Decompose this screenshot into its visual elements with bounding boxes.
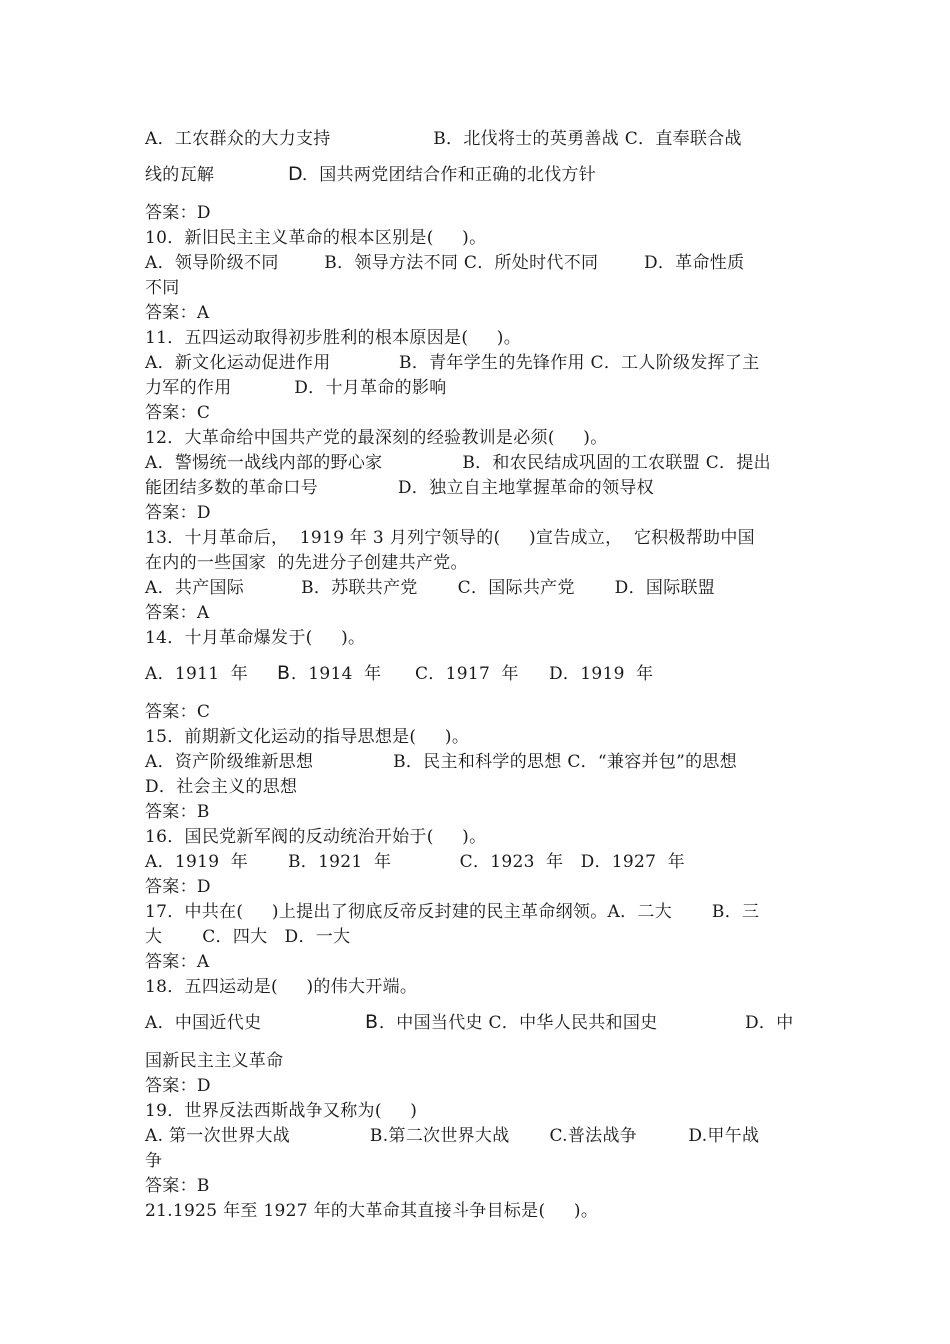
q14-option-a: A．1911 年 xyxy=(145,664,249,684)
q18-answer: 答案：D xyxy=(145,1076,211,1096)
q18-option-b-letter: B xyxy=(365,1011,379,1033)
q11-options-cont: 力军的作用 D．十月革命的影响 xyxy=(145,378,447,398)
q9-option-c-cont: 线的瓦解 xyxy=(145,165,215,185)
q18-option-d: D．中 xyxy=(745,1013,794,1033)
q12-answer: 答案：D xyxy=(145,503,211,523)
q10-answer: 答案：A xyxy=(145,303,210,323)
q18-option-b-text: ．中国当代史 C．中华人民共和国史 xyxy=(379,1013,658,1033)
q9-options-line: A．工农群众的大力支持 B．北伐将士的英勇善战 C．直奉联合战 xyxy=(145,129,742,149)
q14-option-b-letter: B xyxy=(277,662,291,684)
q19-options: A. 第一次世界大战 B.第二次世界大战 C.普法战争 D.甲午战 xyxy=(145,1126,760,1146)
q12-options: A．警惕统一战线内部的野心家 B．和农民结成巩固的工农联盟 C．提出 xyxy=(145,453,771,473)
q13-answer: 答案：A xyxy=(145,603,210,623)
q15-options: A．资产阶级维新思想 B．民主和科学的思想 C．“兼容并包”的思想 xyxy=(145,752,738,772)
q9-answer: 答案：D xyxy=(145,203,211,223)
q16-question: 16．国民党新军阀的反动统治开始于( )。 xyxy=(145,827,487,847)
q12-question: 12．大革命给中国共产党的最深刻的经验教训是必须( )。 xyxy=(145,428,608,448)
q17-answer: 答案：A xyxy=(145,952,210,972)
q9-option-d-text: ．国共两党团结合作和正确的北伐方针 xyxy=(302,165,597,185)
q12-options-cont: 能团结多数的革命口号 D．独立自主地掌握革命的领导权 xyxy=(145,478,654,498)
q16-options: A．1919 年 B．1921 年 C．1923 年 D．1927 年 xyxy=(145,852,685,872)
q14-option-d: D．1919 年 xyxy=(549,664,654,684)
q10-options-cont: 不同 xyxy=(145,278,180,298)
q9-option-d-letter: D xyxy=(288,163,303,185)
q18-option-d-cont: 国新民主主义革命 xyxy=(145,1051,284,1071)
q15-question: 15．前期新文化运动的指导思想是( )。 xyxy=(145,727,470,747)
q13-question: 13．十月革命后， 1919 年 3 月列宁领导的( )宣告成立， 它积极帮助中国 xyxy=(145,528,755,548)
q13-options: A．共产国际 B．苏联共产党 C．国际共产党 D．国际联盟 xyxy=(145,578,716,598)
q10-question: 10．新旧民主主义革命的根本区别是( )。 xyxy=(145,228,487,248)
q18-option-a: A．中国近代史 xyxy=(145,1013,262,1033)
q11-question: 11．五四运动取得初步胜利的根本原因是( )。 xyxy=(145,328,522,348)
q11-options: A．新文化运动促进作用 B．青年学生的先锋作用 C．工人阶级发挥了主 xyxy=(145,353,760,373)
q14-option-b-text: ．1914 年 xyxy=(291,664,382,684)
q14-answer: 答案：C xyxy=(145,702,211,722)
q13-question-cont: 在内的一些国家 的先进分子创建共产党。 xyxy=(145,553,468,573)
q21-question: 21.1925 年至 1927 年的大革命其直接斗争目标是( )。 xyxy=(145,1201,599,1221)
q14-option-c: C．1917 年 xyxy=(415,664,519,684)
q19-answer: 答案：B xyxy=(145,1176,210,1196)
q18-question: 18．五四运动是( )的伟大开端。 xyxy=(145,977,418,997)
q19-question: 19．世界反法西斯战争又称为( ) xyxy=(145,1101,418,1121)
q15-answer: 答案：B xyxy=(145,802,210,822)
q17-options-cont: 大 C．四大 D．一大 xyxy=(145,927,351,947)
q16-answer: 答案：D xyxy=(145,877,211,897)
q11-answer: 答案：C xyxy=(145,403,211,423)
q15-options-cont: D．社会主义的思想 xyxy=(145,777,298,797)
q17-question: 17．中共在( )上提出了彻底反帝反封建的民主革命纲领。A．二大 B．三 xyxy=(145,902,760,922)
q14-question: 14．十月革命爆发于( )。 xyxy=(145,628,366,648)
q19-options-cont: 争 xyxy=(145,1151,163,1171)
q10-options: A．领导阶级不同 B．领导方法不同 C．所处时代不同 D．革命性质 xyxy=(145,253,745,273)
